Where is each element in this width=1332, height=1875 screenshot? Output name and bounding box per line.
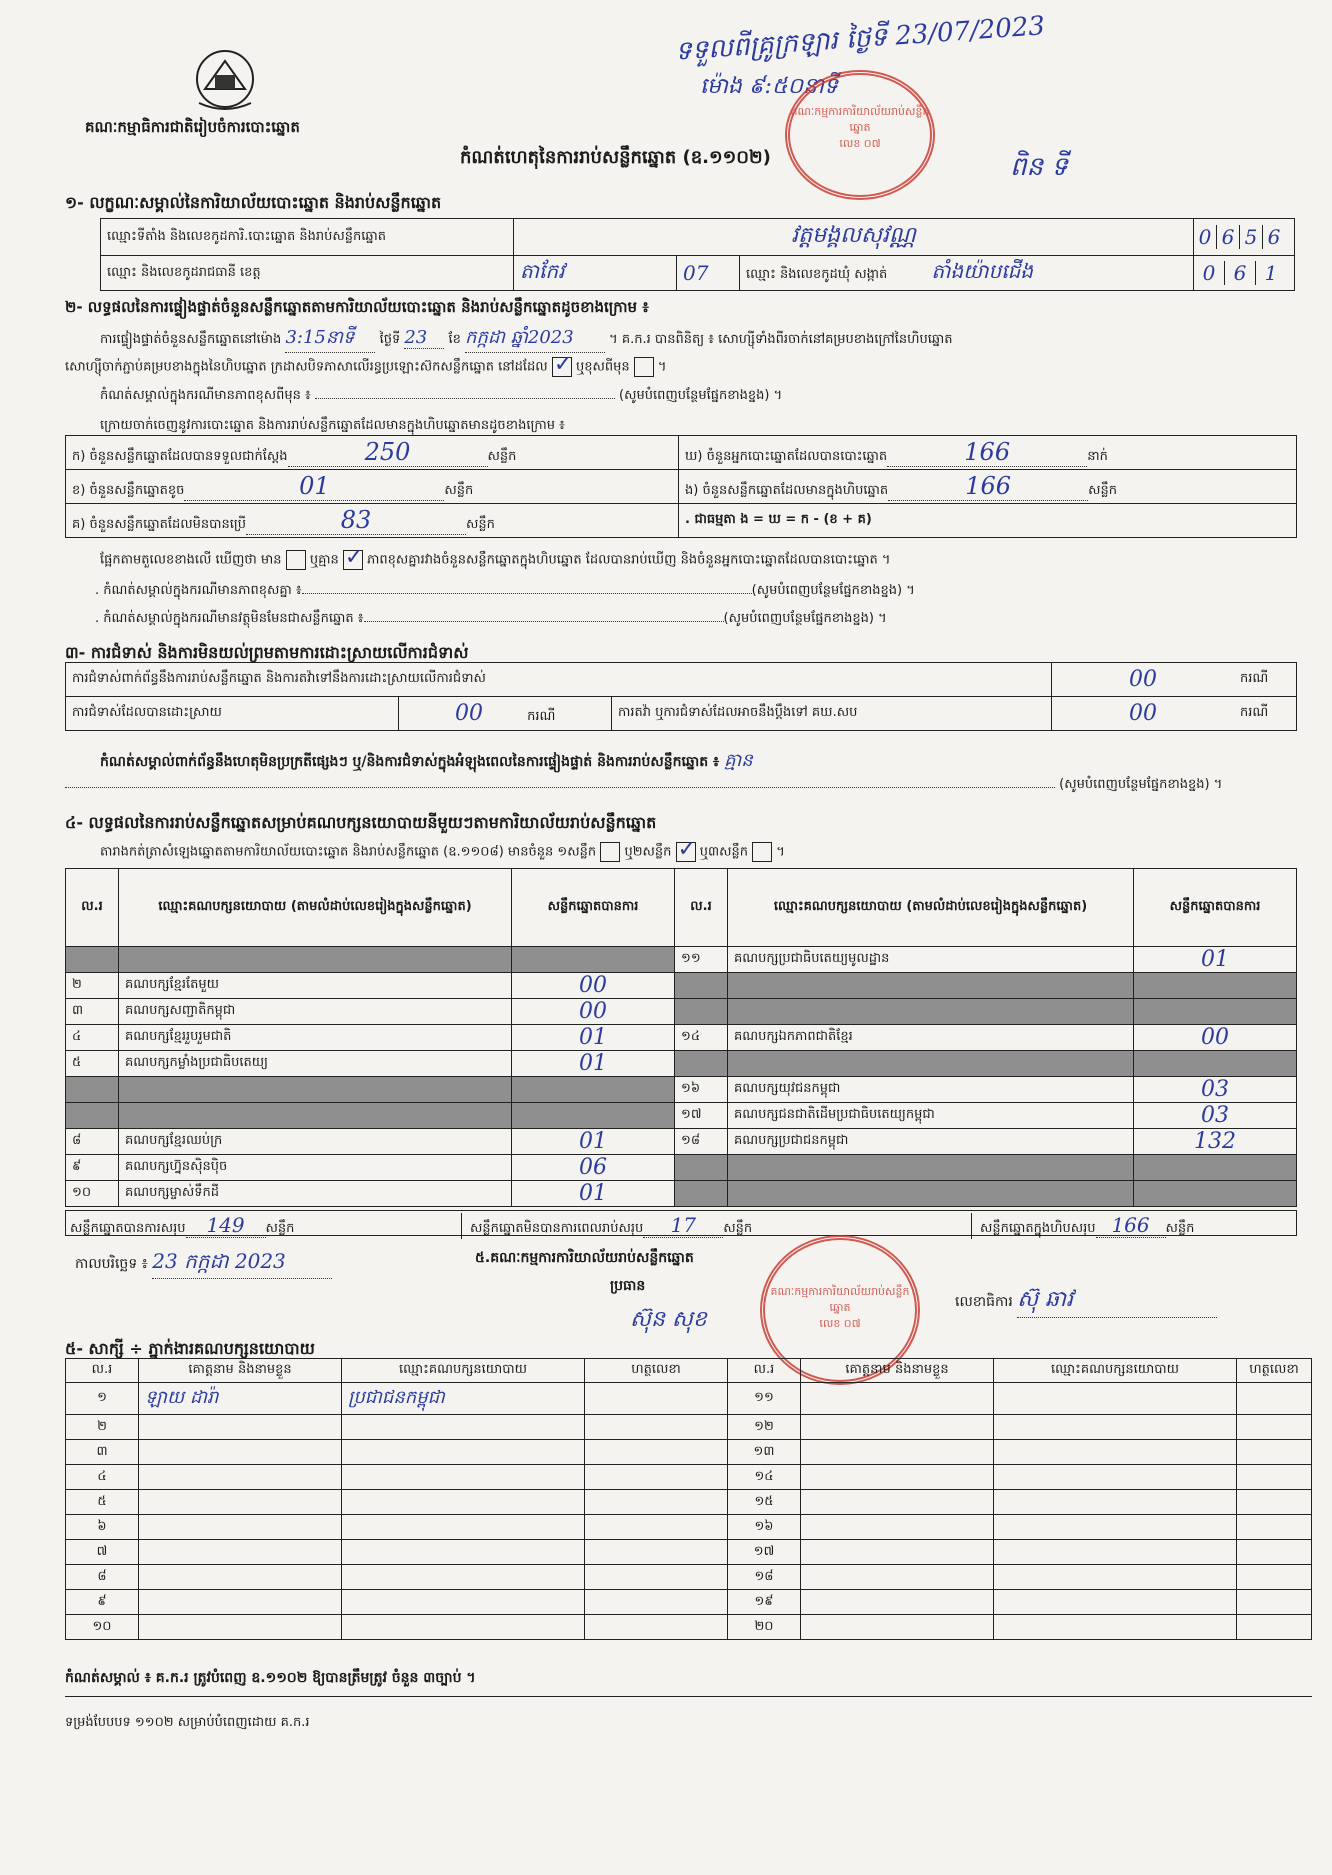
party-votes	[1134, 999, 1297, 1025]
witness-number: ២	[66, 1415, 139, 1440]
org-name: គណៈកម្មាធិការជាតិរៀបចំការបោះឆ្នោត	[85, 118, 300, 136]
party-votes: 00	[512, 973, 675, 999]
secretary-line: លេខាធិការ ស៊ុ ឆាវ	[955, 1285, 1217, 1318]
witness-party[interactable]	[994, 1415, 1237, 1440]
witness-signature[interactable]	[585, 1615, 728, 1640]
party-number	[675, 973, 728, 999]
party-number: ១៧	[675, 1103, 728, 1129]
witness-party: ប្រជាជនកម្ពុជា	[342, 1383, 585, 1415]
inspection-day: 23	[404, 327, 444, 349]
witness-party[interactable]	[994, 1565, 1237, 1590]
witness-name[interactable]	[801, 1615, 994, 1640]
witness-row	[66, 1515, 1312, 1540]
party-number: ៤	[66, 1025, 119, 1051]
witness-number: ១	[66, 1383, 139, 1415]
witness-name: ឡាយ ដារ៉ា	[139, 1383, 342, 1415]
party-name: គណបក្សម្ចាស់ទឹកដី	[119, 1181, 512, 1207]
party-number	[675, 999, 728, 1025]
party-name: គណបក្សខ្មែររួបរួមជាតិ	[119, 1025, 512, 1051]
chair-signature: ស៊ុន សុខ	[630, 1307, 707, 1332]
witness-signature[interactable]	[1237, 1565, 1312, 1590]
party-row	[66, 1051, 1297, 1077]
form-id: ទម្រង់បែបបទ ១១០២ សម្រាប់បំពេញដោយ គ.ក.រ	[65, 1715, 310, 1730]
party-row	[66, 973, 1297, 999]
witness-party[interactable]	[994, 1615, 1237, 1640]
witness-name	[139, 1415, 342, 1440]
party-name: គណបក្សជនជាតិដើមប្រជាធិបតេយ្យកម្ពុជា	[728, 1103, 1134, 1129]
witness-name	[139, 1540, 342, 1565]
party-row	[66, 1181, 1297, 1207]
party-name: គណបក្សខ្មែរតែមួយ	[119, 973, 512, 999]
witness-name[interactable]	[801, 1440, 994, 1465]
section-1-table	[100, 218, 1295, 291]
witness-signature[interactable]	[585, 1565, 728, 1590]
witness-number: ១១	[728, 1383, 801, 1415]
spoiled-ballots: 01	[184, 472, 444, 501]
party-name	[119, 947, 512, 973]
witness-signature[interactable]	[585, 1383, 728, 1415]
party-row	[66, 999, 1297, 1025]
party-number: ១១	[675, 947, 728, 973]
witness-number: ៥	[66, 1490, 139, 1515]
witness-name	[139, 1590, 342, 1615]
witness-signature[interactable]	[1237, 1490, 1312, 1515]
witness-signature[interactable]	[585, 1440, 728, 1465]
witness-signature[interactable]	[1237, 1615, 1312, 1640]
witness-party[interactable]	[994, 1440, 1237, 1465]
chair-label: ប្រធាន	[610, 1278, 646, 1294]
witness-name	[139, 1465, 342, 1490]
witness-party[interactable]	[994, 1465, 1237, 1490]
party-votes: 03	[1134, 1103, 1297, 1129]
party-votes	[512, 1103, 675, 1129]
location-value: វត្តមង្គលសុវណ្ណ	[514, 219, 1194, 256]
party-name: គណបក្សហ្វ៊ុនស៊ិនប៉ិច	[119, 1155, 512, 1181]
witness-row	[66, 1440, 1312, 1465]
box-total: 166	[1096, 1213, 1166, 1238]
witness-party[interactable]	[994, 1540, 1237, 1565]
inspection-time: 3:15នាទី	[285, 325, 375, 353]
party-row	[66, 947, 1297, 973]
party-row	[66, 1077, 1297, 1103]
party-name: គណបក្សប្រជាធិបតេយ្យមូលដ្ឋាន	[728, 947, 1134, 973]
received-ballots: 250	[288, 438, 488, 467]
section-5-heading: ៥- សាក្សី ÷ ភ្នាក់ងារគណបក្សនយោបាយ	[65, 1339, 315, 1358]
witness-party	[342, 1540, 585, 1565]
receipt-sign: ពិន ទី	[1010, 152, 1068, 182]
witness-row	[66, 1565, 1312, 1590]
party-votes: 01	[512, 1181, 675, 1207]
party-number: ៨	[66, 1129, 119, 1155]
witness-party[interactable]	[994, 1490, 1237, 1515]
witness-signature[interactable]	[585, 1490, 728, 1515]
party-number: ៥	[66, 1051, 119, 1077]
date-line: កាលបរិច្ឆេទ ៖ 23 កក្កដា 2023	[75, 1248, 332, 1279]
province-value: តាកែវ	[514, 256, 677, 291]
party-number: ១៦	[675, 1077, 728, 1103]
party-number	[675, 1051, 728, 1077]
count-intro: ក្រោយចាក់ចេញនូវការបោះឆ្នោត និងការរាប់សន្លឹកឆ្នោតដែលមានក្នុងហិបឆ្នោតមានដូចខាងក្រោម ៖	[100, 418, 565, 433]
witness-number: ១៥	[728, 1490, 801, 1515]
footer-note: កំណត់សម្គាល់ ៖ គ.ក.រ ត្រូវបំពេញ ឧ.១១០២ ឱ្យបានត្រឹមត្រូវ ចំនួន ៣ច្បាប់ ។	[65, 1670, 476, 1686]
witness-row	[66, 1540, 1312, 1565]
party-row	[66, 1155, 1297, 1181]
witness-name[interactable]	[801, 1383, 994, 1415]
witness-name[interactable]	[801, 1540, 994, 1565]
party-votes	[1134, 1181, 1297, 1207]
party-name	[728, 1181, 1134, 1207]
party-name	[728, 973, 1134, 999]
unchanged-checkbox[interactable]	[552, 357, 572, 377]
witness-row	[66, 1590, 1312, 1615]
foreign-object-note: . កំណត់សម្គាល់ក្នុងករណីមានវត្ថុមិនមែនជាសន្លឹកឆ្នោត ៖ (សូមបំពេញបន្ថែមផ្នែកខាងខ្នង) ។	[95, 611, 887, 626]
party-votes	[512, 947, 675, 973]
count-table: ក) ចំនួនសន្លឹកឆ្នោតដែលបានទទួលជាក់ស្តែង 250 សន្លឹក ឃ) ចំនួនអ្នកបោះឆ្នោតដែលបានបោះឆ្នោត 166 នាក់ ខ) ចំនួនសន្លឹកឆ្នោតខូច 01 សន្លឹក ង) ចំនួនសន្លឹកឆ្នោតដែលមានក្នុងហិបឆ្នោត 166 សន្លឹក គ) ចំនួនសន្លឹកឆ្នោតដែលមិនបានប្រើ 83 សន្លឹក . ជាធម្មតា ង = ឃ = ក - (ខ + គ)	[65, 435, 1297, 538]
party-votes	[1134, 1051, 1297, 1077]
party-votes	[1134, 973, 1297, 999]
witness-party[interactable]	[994, 1590, 1237, 1615]
witness-party[interactable]	[994, 1515, 1237, 1540]
party-name	[119, 1103, 512, 1129]
party-votes: 132	[1134, 1129, 1297, 1155]
witness-signature[interactable]	[1237, 1465, 1312, 1490]
party-votes: 00	[1134, 1025, 1297, 1051]
voters-count: 166	[887, 438, 1087, 467]
two-sheets-checkbox[interactable]	[676, 842, 696, 862]
witness-number: ១៤	[728, 1465, 801, 1490]
party-number: ១៤	[675, 1025, 728, 1051]
witness-row	[66, 1615, 1312, 1640]
witness-number: ៨	[66, 1565, 139, 1590]
party-number	[675, 1155, 728, 1181]
inspection-line-1: ការផ្ទៀងផ្ទាត់ចំនួនសន្លឹកឆ្នោតនៅម៉ោង 3:15នាទី ថ្ងៃទី 23 ខែ កក្កដា ឆ្នាំ2023 ។ គ.ក.រ បានពិនិត្យ ៖ សោហ្ស៊ីទាំងពីរចាក់នៅគម្របខាងក្រៅនៃហិបឆ្នោត	[100, 325, 953, 353]
party-name: គណបក្សយុវជនកម្ពុជា	[728, 1077, 1134, 1103]
totals-row: សន្លឹកឆ្នោតបានការសរុប 149 សន្លឹក សន្លឹកឆ្នោតមិនបានការពេលរាប់សរុប 17 សន្លឹក សន្លឹកឆ្នោតក្នុងហិបសរុប 166 សន្លឹក	[65, 1210, 1297, 1236]
witness-name	[139, 1440, 342, 1465]
witness-number: ១៦	[728, 1515, 801, 1540]
objection-label: ការជំទាស់ពាក់ព័ន្ធនឹងការរាប់សន្លឹកឆ្នោត និងការតវ៉ាទៅនឹងការដោះស្រាយលើការជំទាស់	[66, 663, 1052, 697]
party-number: ៣	[66, 999, 119, 1025]
receipt-time: ម៉ោង ៩:៥០នាទី	[700, 74, 838, 99]
objection-value: 00	[1052, 663, 1235, 697]
secretary-signature: ស៊ុ ឆាវ	[1017, 1285, 1217, 1318]
party-votes: 00	[512, 999, 675, 1025]
section-2-heading: ២- លទ្ធផលនៃការផ្ទៀងផ្ទាត់ចំនួនសន្លឹកឆ្នោតតាមការិយាល័យបោះឆ្នោត និងរាប់សន្លឹកឆ្នោតដូចខាងក្រោម ៖	[65, 298, 649, 316]
resolved-label: ការជំទាស់ដែលបានដោះស្រាយ	[66, 697, 399, 731]
witness-row	[66, 1490, 1312, 1515]
signing-date: 23 កក្កដា 2023	[152, 1248, 332, 1279]
party-votes: 01	[512, 1025, 675, 1051]
province-label: ឈ្មោះ និងលេខកូដរាជធានី ខេត្ត	[101, 256, 514, 291]
document-title: កំណត់ហេតុនៃការរាប់សន្លឹកឆ្នោត (ឧ.១១០២)	[460, 147, 771, 168]
appeal-value: 00	[1052, 697, 1235, 731]
official-stamp-bottom: គណៈកម្មការការិយាល័យរាប់សន្លឹកឆ្នោត លេខ ០៧	[760, 1235, 920, 1385]
three-sheets-checkbox[interactable]	[752, 842, 772, 862]
party-name: គណបក្សឯកភាពជាតិខ្មែរ	[728, 1025, 1134, 1051]
section-3-heading: ៣- ការជំទាស់ និងការមិនយល់ព្រមតាមការដោះស្រាយលើការជំទាស់	[65, 643, 469, 662]
party-name: គណបក្សប្រជាជនកម្ពុជា	[728, 1129, 1134, 1155]
witness-name[interactable]	[801, 1590, 994, 1615]
objection-table: ការជំទាស់ពាក់ព័ន្ធនឹងការរាប់សន្លឹកឆ្នោត និងការតវ៉ាទៅនឹងការដោះស្រាយលើការជំទាស់ 00 ករណី ការជំទាស់ដែលបានដោះស្រាយ 00 ករណី ការតវ៉ា ឬការជំទាស់ដែលអាចនឹងប្តឹងទៅ គឃ.សប 00 ករណី	[65, 662, 1297, 731]
party-name	[119, 1077, 512, 1103]
party-votes: 03	[1134, 1077, 1297, 1103]
witness-party	[342, 1465, 585, 1490]
witness-signature[interactable]	[585, 1515, 728, 1540]
witness-name	[139, 1515, 342, 1540]
inspection-note: កំណត់សម្គាល់ក្នុងករណីមានភាពខុសពីមុន ៖ (សូមបំពេញបន្ថែមផ្នែកខាងខ្នង) ។	[100, 388, 783, 403]
witness-row	[66, 1465, 1312, 1490]
one-sheet-checkbox[interactable]	[600, 842, 620, 862]
witness-number: ២០	[728, 1615, 801, 1640]
appeal-label: ការតវ៉ា ឬការជំទាស់ដែលអាចនឹងប្តឹងទៅ គឃ.សប	[612, 697, 1052, 731]
witness-signature[interactable]	[1237, 1415, 1312, 1440]
witness-signature[interactable]	[1237, 1383, 1312, 1415]
irregularity-line: កំណត់សម្គាល់ពាក់ព័ន្ធនឹងហេតុមិនប្រក្រតីផ្សេងៗ ឬ/និងការជំទាស់ក្នុងអំឡុងពេលនៃការផ្ទៀងផ្ទាត់ និងការរាប់សន្លឹកឆ្នោត ៖ គ្មាន	[100, 750, 753, 771]
witness-name[interactable]	[801, 1415, 994, 1440]
party-name: គណបក្សកម្លាំងប្រជាធិបតេយ្យ	[119, 1051, 512, 1077]
witness-number: ៤	[66, 1465, 139, 1490]
party-number	[66, 947, 119, 973]
party-name	[728, 999, 1134, 1025]
valid-total: 149	[186, 1213, 266, 1238]
no-discrepancy-checkbox[interactable]	[343, 550, 363, 570]
inspection-month: កក្កដា ឆ្នាំ2023	[465, 325, 605, 353]
witness-signature[interactable]	[1237, 1515, 1312, 1540]
party-number: ១០	[66, 1181, 119, 1207]
section-4-heading: ៤- លទ្ធផលនៃការរាប់សន្លឹកឆ្នោតសម្រាប់គណបក្សនយោបាយនីមួយៗតាមការិយាល័យរាប់សន្លឹកឆ្នោត	[65, 813, 657, 832]
party-votes	[1134, 1155, 1297, 1181]
commune-cell	[740, 256, 1194, 291]
commune-code: 0 6 1	[1194, 256, 1295, 291]
party-number: ១៨	[675, 1129, 728, 1155]
party-row	[66, 1129, 1297, 1155]
witness-party	[342, 1590, 585, 1615]
resolved-value: 00	[455, 700, 483, 726]
witness-name	[139, 1490, 342, 1515]
witness-signature[interactable]	[585, 1590, 728, 1615]
witness-name[interactable]	[801, 1565, 994, 1590]
party-number: ២	[66, 973, 119, 999]
party-results-table: ល.រ ឈ្មោះគណបក្សនយោបាយ (តាមលំដាប់លេខរៀងក្នុងសន្លឹកឆ្នោត) សន្លឹកឆ្នោតបានការ ល.រ ឈ្មោះគណបក្សនយោបាយ (តាមលំដាប់លេខរៀងក្នុងសន្លឹកឆ្នោត) សន្លឹកឆ្នោតបានការ ១១ គណបក្សប្រជាធិបតេយ្យមូលដ្ឋាន 01 ២ គណបក្សខ្មែរតែមួយ 00 ៣ គណបក្សសញ្ជាតិកម្ពុជា 00 ៤ គណបក្សខ្មែររួបរួមជាតិ 01 ១៤ គណបក្សឯកភាពជាតិខ្មែរ 00 ៥ គណបក្សកម្លាំងប្រជាធិបតេយ្យ 01 ១៦ គណបក្សយុវជនកម្ពុជា 03 ១៧ គណបក្សជនជាតិដើមប្រជាធិបតេយ្យកម្ពុជា 03 ៨ គណបក្សខ្មែរឈប់ក្រ 01 ១៨ គណបក្សប្រជាជនកម្ពុជា 132 ៩ គណបក្សហ្វ៊ុនស៊ិនប៉ិច 06 ១០ គណបក្សម្ចាស់ទឹកដី 01	[65, 868, 1297, 1207]
receipt-note: ទទួលពីគ្រូក្រឡារ ថ្ងៃទី 23/07/2023	[674, 11, 1046, 67]
witness-party	[342, 1440, 585, 1465]
party-name: គណបក្សសញ្ជាតិកម្ពុជា	[119, 999, 512, 1025]
witness-number: ១៧	[728, 1540, 801, 1565]
party-row	[66, 1025, 1297, 1051]
witness-signature[interactable]	[1237, 1540, 1312, 1565]
discrepancy-note: . កំណត់សម្គាល់ក្នុងករណីមានភាពខុសគ្នា ៖ (សូមបំពេញបន្ថែមផ្នែកខាងខ្នង) ។	[95, 583, 915, 598]
witness-number: ១៨	[728, 1565, 801, 1590]
party-number	[66, 1103, 119, 1129]
location-label: ឈ្មោះទីតាំង និងលេខកូដការិ.បោះឆ្នោត និងរាប់សន្លឹកឆ្នោត	[101, 219, 514, 256]
witness-number: ៩	[66, 1590, 139, 1615]
party-votes: 01	[512, 1051, 675, 1077]
party-number	[675, 1181, 728, 1207]
witness-name[interactable]	[801, 1515, 994, 1540]
commune-label: ឈ្មោះ និងលេខកូដឃុំ សង្កាត់	[746, 267, 888, 282]
witness-name[interactable]	[801, 1465, 994, 1490]
witness-signature[interactable]	[1237, 1590, 1312, 1615]
commune-value: តាំងយ៉ាបជើង	[931, 259, 1033, 283]
formula: . ជាធម្មតា ង = ឃ = ក - (ខ + គ)	[679, 504, 1297, 538]
discrepancy-line: ផ្អែកតាមតួលេខខាងលើ ឃើញថា មាន ឬគ្មាន ✓ ភាពខុសគ្នារវាងចំនួនសន្លឹកឆ្នោតក្នុងហិបឆ្នោត ដែលបានរាប់ឃើញ និងចំនួនអ្នកបោះឆ្នោតដែលបានបោះឆ្នោត ។	[100, 550, 890, 571]
witness-signature[interactable]	[585, 1465, 728, 1490]
witness-number: ៦	[66, 1515, 139, 1540]
witness-party	[342, 1565, 585, 1590]
party-row	[66, 1103, 1297, 1129]
witness-signature[interactable]	[585, 1540, 728, 1565]
witness-number: ១២	[728, 1415, 801, 1440]
party-votes: 01	[512, 1129, 675, 1155]
tally-sheet-line: តារាងកត់ត្រាសំឡេងឆ្នោតតាមការិយាល័យបោះឆ្នោត និងរាប់សន្លឹកឆ្នោត (ឧ.១១០៨) មានចំនួន ១សន្លឹក ឬ២សន្លឹក ✓ ឬ៣សន្លឹក ។	[100, 842, 785, 863]
witness-name	[139, 1615, 342, 1640]
invalid-total: 17	[643, 1213, 723, 1238]
witness-party	[342, 1515, 585, 1540]
witness-number: ៧	[66, 1540, 139, 1565]
party-votes: 01	[1134, 947, 1297, 973]
changed-checkbox[interactable]	[634, 357, 654, 377]
witness-party[interactable]	[994, 1383, 1237, 1415]
witness-row	[66, 1383, 1312, 1415]
party-number	[66, 1077, 119, 1103]
committee-label: ៥.គណៈកម្មការការិយាល័យរាប់សន្លឹកឆ្នោត	[475, 1250, 694, 1266]
witness-signature[interactable]	[1237, 1440, 1312, 1465]
witness-row	[66, 1415, 1312, 1440]
official-stamp-top: គណៈកម្មការការិយាល័យរាប់សន្លឹកឆ្នោត លេខ ០៧	[785, 70, 935, 200]
witness-table: ល.រ គោត្តនាម និងនាមខ្លួន ឈ្មោះគណបក្សនយោបាយ ហត្ថលេខា ល.រ គោត្តនាម និងនាមខ្លួន ឈ្មោះគណបក្សនយោបាយ ហត្ថលេខា ១ ឡាយ ដារ៉ា ប្រជាជនកម្ពុជា ១១ ២ ១២ ៣ ១៣ ៤ ១៤ ៥ ១៥ ៦ ១៦ ៧ ១៧ ៨ ១៨ ៩ ១៩ ១០ ២០	[65, 1358, 1312, 1640]
unused-ballots: 83	[246, 506, 466, 535]
witness-number: ១៩	[728, 1590, 801, 1615]
witness-signature[interactable]	[585, 1415, 728, 1440]
province-code: 07	[677, 256, 740, 291]
witness-number: ១៣	[728, 1440, 801, 1465]
witness-number: ១០	[66, 1615, 139, 1640]
witness-name	[139, 1565, 342, 1590]
witness-number: ៣	[66, 1440, 139, 1465]
party-name	[728, 1155, 1134, 1181]
party-votes: 06	[512, 1155, 675, 1181]
witness-party	[342, 1415, 585, 1440]
irregularity-value: គ្មាន	[724, 750, 753, 771]
box-ballots: 166	[888, 472, 1088, 501]
party-name: គណបក្សខ្មែរឈប់ក្រ	[119, 1129, 512, 1155]
witness-name[interactable]	[801, 1490, 994, 1515]
inspection-line-2: សោហ្ស៊ីចាក់ភ្ជាប់គម្របខាងក្នុងនៃហិបឆ្នោត ក្រដាសបិទភាសាលើរន្ធប្រឡោះស៊កសន្លឹកឆ្នោត នៅដដែល ✓ ឬខុសពីមុន ។	[65, 357, 666, 378]
location-code: 0 6 5 6	[1194, 219, 1295, 256]
has-discrepancy-checkbox[interactable]	[286, 550, 306, 570]
party-name	[728, 1051, 1134, 1077]
emblem-logo	[185, 45, 265, 115]
party-number: ៩	[66, 1155, 119, 1181]
witness-party	[342, 1490, 585, 1515]
party-votes	[512, 1077, 675, 1103]
witness-party	[342, 1615, 585, 1640]
section-1-heading: ១- លក្ខណៈសម្គាល់នៃការិយាល័យបោះឆ្នោត និងរាប់សន្លឹកឆ្នោត	[65, 193, 442, 212]
